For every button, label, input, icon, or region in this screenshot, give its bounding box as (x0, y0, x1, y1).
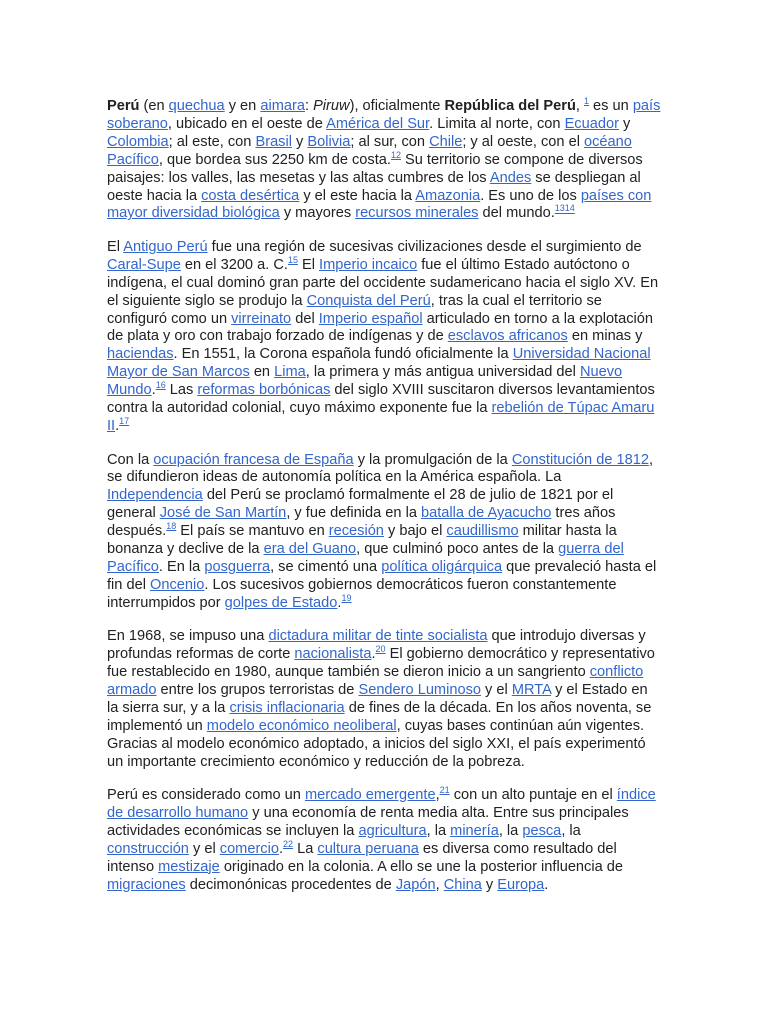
paragraph-history-republic: Con la ocupación francesa de España y la promulgación de la Constitución de 1812, se difundieron ideas de autonomía política en la América española. La Independencia del Perú se proclamó formalmente el 28 de julio de 1821 por el general José de San Martín, y fue definida en la batalla de Ayacucho tres años después.$^{18}$ El país se mantuvo en recesión y bajo el caudillismo militar hasta la bonanza y declive de la era del Guano, que culminó poco antes de la guerra del Pacífico. En la posguerra, se cimentó una política oligárquica que prevaleció hasta el fin del Oncenio. Los sucesivos gobiernos democráticos fueron constantemente interrumpidos por golpes de Estado.$^{19}$ (107, 451, 657, 611)
link-independencia[interactable]: Independencia (107, 487, 203, 504)
link-oceano-pacifico[interactable]: océano Pacífico (107, 133, 632, 168)
reference-12[interactable]: 12 (390, 149, 401, 160)
link-reformas-borbonicas[interactable]: reformas borbónicas (197, 382, 331, 399)
link-lima[interactable]: Lima (274, 364, 306, 381)
link-sendero-luminoso[interactable]: Sendero Luminoso (358, 681, 481, 698)
link-nuevo-mundo[interactable]: Nuevo Mundo (107, 364, 623, 399)
link-crisis-inflacionaria[interactable]: crisis inflacionaria (229, 699, 345, 716)
link-era-del-guano[interactable]: era del Guano (263, 541, 357, 558)
link-imperio-incaico[interactable]: Imperio incaico (319, 256, 418, 273)
reference-13-14[interactable]: 1314 (554, 203, 575, 214)
official-name: República del Perú (444, 98, 576, 114)
link-rebelion-tupac-amaru[interactable]: rebelión de Túpac Amaru II (107, 400, 655, 434)
link-quechua[interactable]: quechua (168, 98, 225, 114)
article-subject: Perú (107, 98, 140, 114)
paragraph-economy-culture: Perú es considerado como un mercado emergente,$^{21}$ con un alto puntaje en el índice de desarrollo humano y una economía de renta media alta. Entre sus principales actividades económicas se incluyen la agricultura, la minería, la pesca, la construcción y el comercio.$^{22}$ La cultura peruana es diversa como resultado del intenso mestizaje originado en la colonia. A ello se une la posterior influencia de migraciones decimonónicas procedentes de Japón, China y Europa. (107, 785, 656, 893)
link-aimara[interactable]: aimara (260, 98, 305, 114)
reference-17[interactable]: 17 (119, 416, 130, 427)
link-japon[interactable]: Japón (395, 876, 436, 893)
article-body (107, 98, 661, 910)
reference-18[interactable]: 18 (166, 521, 177, 532)
link-paises-megadiversos[interactable]: países con mayor diversidad biológica (107, 187, 652, 222)
link-comercio[interactable]: comercio (219, 840, 279, 857)
link-golpes-de-estado[interactable]: golpes de Estado (224, 594, 338, 611)
link-colombia[interactable]: Colombia (107, 133, 169, 150)
link-america-del-sur[interactable]: América del Sur (326, 115, 430, 132)
link-ocupacion-francesa[interactable]: ocupación francesa de España (153, 451, 354, 468)
link-guerra-del-pacifico[interactable]: guerra del Pacífico (107, 541, 624, 575)
reference-21[interactable]: 21 (439, 785, 450, 796)
reference-22[interactable]: 22 (283, 838, 294, 849)
link-amazonia[interactable]: Amazonia (415, 187, 481, 204)
link-brasil[interactable]: Brasil (255, 133, 292, 150)
link-agricultura[interactable]: agricultura (358, 822, 427, 839)
link-oncenio[interactable]: Oncenio (150, 576, 205, 593)
link-conflicto-armado[interactable]: conflicto armado (107, 664, 644, 698)
link-mestizaje[interactable]: mestizaje (158, 858, 220, 875)
link-batalla-ayacucho[interactable]: batalla de Ayacucho (421, 505, 552, 522)
link-cultura-peruana[interactable]: cultura peruana (317, 840, 419, 857)
link-imperio-espanol[interactable]: Imperio español (318, 310, 423, 327)
link-bolivia[interactable]: Bolivia (307, 133, 351, 150)
link-dictadura-militar[interactable]: dictadura militar de tinte socialista (268, 628, 488, 645)
link-pais-soberano[interactable]: país soberano (107, 98, 661, 132)
link-esclavos-africanos[interactable]: esclavos africanos (447, 328, 568, 345)
reference-16[interactable]: 16 (155, 380, 166, 391)
link-mineria[interactable]: minería (450, 822, 499, 839)
link-constitucion-1812[interactable]: Constitución de 1812 (511, 451, 649, 468)
link-mrta[interactable]: MRTA (511, 681, 552, 698)
link-virreinato[interactable]: virreinato (231, 310, 292, 327)
link-caral-supe[interactable]: Caral-Supe (107, 256, 181, 273)
link-pesca[interactable]: pesca (522, 822, 562, 839)
link-mercado-emergente[interactable]: mercado emergente (304, 787, 436, 804)
link-costa-desertica[interactable]: costa desértica (201, 187, 300, 204)
reference-19[interactable]: 19 (341, 592, 352, 603)
link-san-martin[interactable]: José de San Martín (159, 505, 287, 522)
link-conquista-del-peru[interactable]: Conquista del Perú (306, 292, 431, 309)
link-recursos-minerales[interactable]: recursos minerales (355, 205, 479, 222)
link-posguerra[interactable]: posguerra (204, 558, 271, 575)
paragraph-history-modern: En 1968, se impuso una dictadura militar de tinte socialista que introdujo diversas y profundas reformas de corte nacionalista.$^{20}$ El gobierno democrático y representativo fue restablecido en 1980, aunque también se dieron inicio a un sangriento conflicto armado entre los grupos terroristas de Sendero Luminoso y el MRTA y el Estado en la sierra sur, y a la crisis inflacionaria de fines de la década. En los años noventa, se implementó un modelo económico neoliberal, cuyas bases continúan aún vigentes. Gracias al modelo económico adoptado, a inicios del siglo XXI, el país experimentó un importante crecimiento económico y reducción de la pobreza. (107, 628, 655, 770)
link-politica-oligarquica[interactable]: política oligárquica (381, 558, 503, 575)
paragraph-intro: Perú (en quechua y en aimara: Piruw), oficialmente República del Perú, $^1$ es un país soberano, ubicado en el oeste de América del Sur. Limita al norte, con Ecuador y Colombia; al este, con Brasil y Bolivia; al sur, con Chile; y al oeste, con el océano Pacífico, que bordea sus 2250 km de costa.$^{12}$ Su territorio se compone de diversos paisajes: los valles, las mesetas y las altas cumbres de los Andes se despliegan al oeste hacia la costa desértica y el este hacia la Amazonia. Es uno de los países con mayor diversidad biológica y mayores recursos minerales del mundo.$^{1314}$ (107, 96, 661, 222)
reference-15[interactable]: 15 (287, 254, 298, 265)
link-nacionalista[interactable]: nacionalista (294, 646, 372, 663)
link-caudillismo[interactable]: caudillismo (446, 523, 519, 540)
link-modelo-neoliberal[interactable]: modelo económico neoliberal (206, 717, 397, 734)
link-recesion[interactable]: recesión (328, 523, 384, 540)
link-ecuador[interactable]: Ecuador (564, 115, 619, 132)
link-indice-desarrollo-humano[interactable]: índice de desarrollo humano (107, 787, 656, 821)
link-andes[interactable]: Andes (489, 169, 532, 186)
link-universidad-san-marcos[interactable]: Universidad Nacional Mayor de San Marcos (107, 346, 651, 381)
link-migraciones[interactable]: migraciones (107, 876, 186, 893)
link-haciendas[interactable]: haciendas (107, 346, 174, 363)
link-europa[interactable]: Europa (497, 876, 545, 893)
link-antiguo-peru[interactable]: Antiguo Perú (123, 238, 208, 255)
link-chile[interactable]: Chile (429, 133, 463, 150)
link-construccion[interactable]: construcción (107, 840, 189, 857)
native-name: Piruw (313, 98, 350, 114)
reference-1[interactable]: 1 (583, 96, 589, 107)
paragraph-history-ancient: El Antiguo Perú fue una región de sucesivas civilizaciones desde el surgimiento de Caral-Supe en el 3200 a. C.$^{15}$ El Imperio incaico fue el último Estado autóctono o indígena, el cual dominó gran parte del occidente sudamericano hacia el siglo XV. En el siguiente siglo se produjo la Conquista del Perú, tras la cual el territorio se configuró como un virreinato del Imperio español articulado en torno a la explotación de plata y oro con trabajo forzado de indígenas y de esclavos africanos en minas y haciendas. En 1551, la Corona española fundó oficialmente la Universidad Nacional Mayor de San Marcos en Lima, la primera y más antigua universidad del Nuevo Mundo.$^{16}$ Las reformas borbónicas del siglo XVIII suscitaron diversos levantamientos contra la autoridad colonial, cuyo máximo exponente fue la rebelión de Túpac Amaru II.$^{17}$ (107, 238, 659, 434)
reference-20[interactable]: 20 (375, 644, 386, 655)
link-china[interactable]: China (443, 876, 482, 893)
